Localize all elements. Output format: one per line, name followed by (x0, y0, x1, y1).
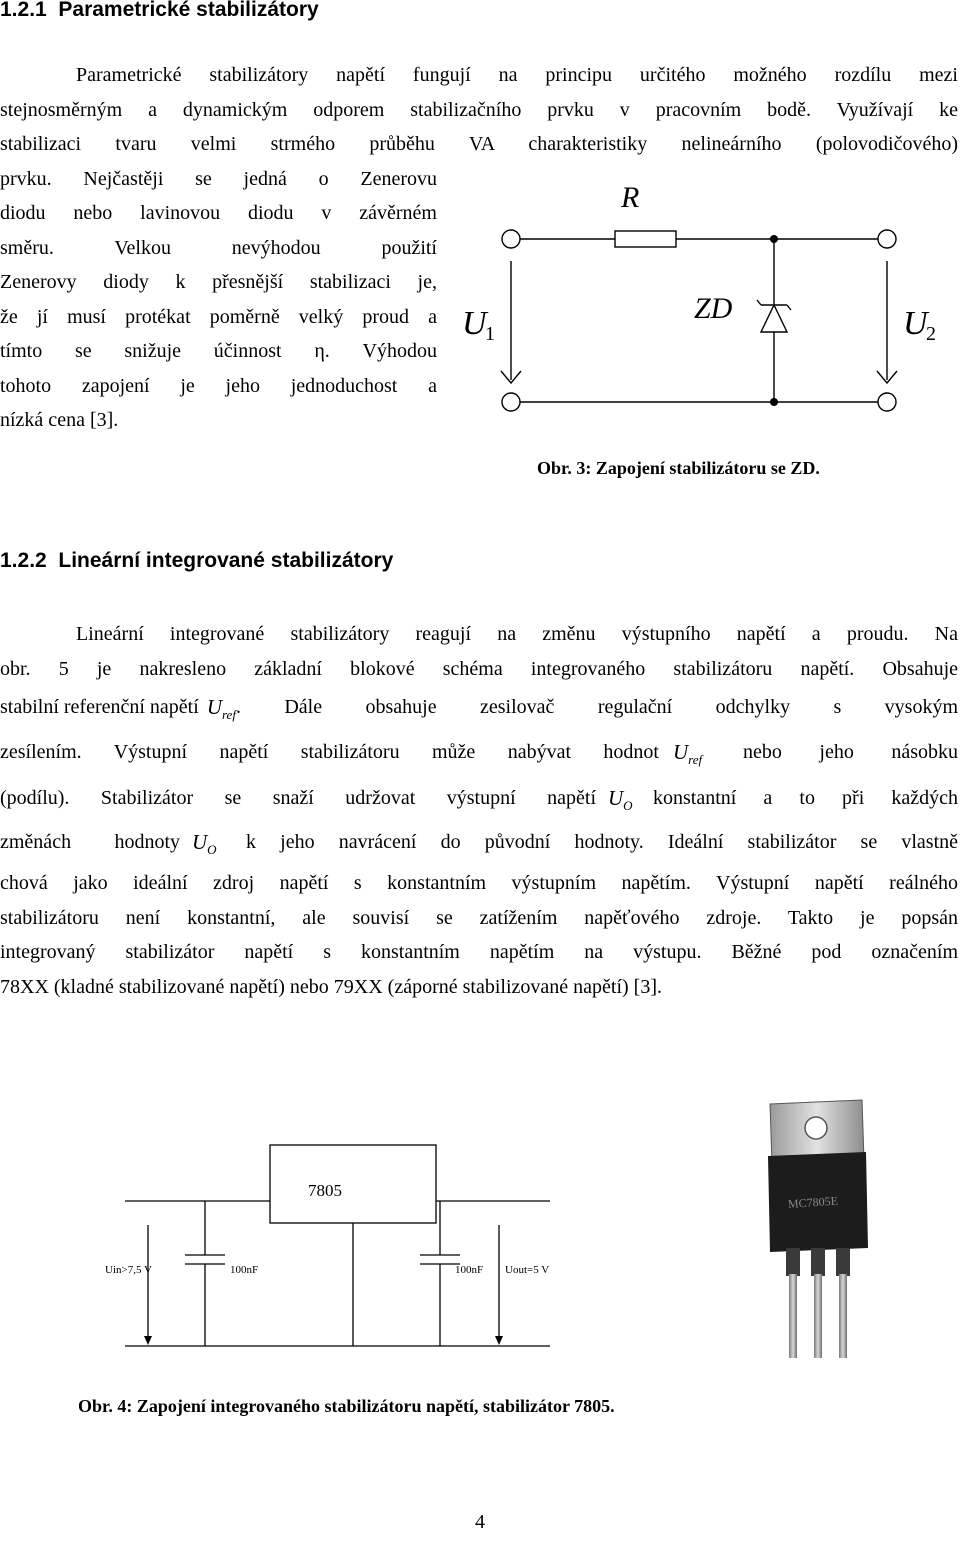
junction-dot (770, 398, 778, 406)
text-line-with-uref: zesílením. Výstupní napětí stabilizátoru může nabývat hodnot $U_{ref}$ nebo jeho násobku (0, 740, 958, 767)
input-voltage-label: Uin>7,5 V (105, 1264, 152, 1276)
output-terminal-top (878, 230, 896, 248)
text-line: tímto se snižuje účinnost η. Výhodou (0, 340, 437, 362)
text-line: stabilizátoru není konstantní, ale souvisí se zatížením napěťového zdroje. Takto je popsán (0, 906, 958, 929)
text-line: 78XX (kladné stabilizované napětí) nebo 79XX (záporné stabilizované napětí) [3]. (0, 975, 662, 998)
section-number: 1.2.2 (0, 549, 47, 572)
output-voltage-label: U (903, 305, 928, 342)
capacitor-c2-label: 100nF (455, 1264, 484, 1276)
text-line: chová jako ideální zdroj napětí s konstantním výstupním napětím. Výstupní napětí reálného (0, 872, 958, 894)
pin-output (839, 1274, 847, 1358)
symbol-ref: ref (688, 752, 703, 767)
section2-paragraph-continued (0, 866, 958, 1004)
capacitor-c1-label: 100nF (230, 1264, 259, 1276)
symbol-o: O (207, 842, 217, 857)
zener-label: ZD (694, 292, 733, 325)
input-voltage-subscript: 1 (485, 323, 495, 345)
text-line: tohoto zapojení je jeho jednoduchost a (0, 374, 437, 397)
text-line: diodu nebo lavinovou diodu v závěrném (0, 202, 437, 224)
input-terminal-top (502, 230, 520, 248)
mounting-hole (805, 1117, 827, 1139)
symbol-ref: ref (221, 707, 236, 722)
junction-dot (770, 235, 778, 243)
resistor-label: R (621, 181, 640, 214)
text-line: že jí musí protékat poměrně velký proud a (0, 305, 437, 328)
output-voltage-label: Uout=5 V (505, 1264, 550, 1276)
symbol-u: U (608, 786, 624, 810)
zener-diode-symbol (757, 300, 791, 332)
capacitor-c1 (185, 1201, 225, 1346)
text-line: Parametrické stabilizátory napětí fungují na principu určitého možného rozdílu mezi (76, 64, 958, 86)
figure3-caption: Obr. 3: Zapojení stabilizátoru se ZD. (537, 458, 820, 478)
text-line: integrovaný stabilizátor napětí s konstantním napětím na výstupu. Běžné pod označením (0, 941, 958, 963)
pin-input (789, 1274, 797, 1358)
package-marking: MC7805E (787, 1193, 839, 1212)
text-line-with-uo: (podílu). Stabilizátor se snaží udržovat výstupní napětí $U_O$ konstantní a to při každých (0, 786, 958, 813)
output-terminal-bottom (878, 393, 896, 411)
input-terminal-bottom (502, 393, 520, 411)
section1-paragraph-full (0, 58, 958, 162)
output-voltage-subscript: 2 (926, 323, 936, 345)
figure4-caption: Obr. 4: Zapojení integrovaného stabilizátoru napětí, stabilizátor 7805. (78, 1396, 615, 1416)
text-line: obr. 5 je nakresleno základní blokové schéma integrovaného stabilizátoru napětí. Obsahuje (0, 657, 958, 680)
section-heading-linear (0, 549, 393, 573)
text-line: stabilizaci tvaru velmi strmého průběhu VA charakteristiky nelineárního (polovodičového) (0, 133, 958, 155)
symbol-u: U (192, 830, 208, 854)
symbol-u: U (206, 695, 222, 719)
text-line: nízká cena [3]. (0, 409, 119, 431)
text-line: Zenerovy diody k přesnější stabilizaci je, (0, 271, 437, 293)
text-line: prvku. Nejčastěji se jedná o Zenerovu (0, 167, 437, 190)
to220-regulator-photo (758, 1098, 878, 1360)
text-line: stejnosměrným a dynamickým odporem stabilizačního prvku v pracovním bodě. Využívají ke (0, 98, 958, 121)
input-voltage-label: U (462, 305, 487, 342)
section1-paragraph-narrow (0, 162, 437, 438)
text-line-with-uref: stabilní referenční napětí $U_{ref}$ . Dále obsahuje zesilovač regulační odchylky s vysokým (0, 695, 958, 722)
page-number: 4 (475, 1511, 485, 1533)
section-heading-parametric (0, 0, 319, 22)
regulator-block (270, 1145, 436, 1223)
section-title: Parametrické stabilizátory (58, 0, 319, 21)
symbol-u: U (673, 740, 689, 764)
text-line: směru. Velkou nevýhodou použití (0, 236, 437, 259)
text-line: Lineární integrované stabilizátory reagují na změnu výstupního napětí a proudu. Na (76, 623, 958, 645)
regulator-7805-schematic (95, 1140, 575, 1355)
pin-ground (814, 1274, 822, 1358)
section-title: Lineární integrované stabilizátory (58, 549, 394, 572)
symbol-o: O (623, 798, 633, 813)
zener-circuit-diagram (460, 175, 940, 425)
section2-paragraph (0, 617, 958, 686)
text-line-with-uo: změnách hodnoty $U_O$ k jeho navrácení do původní hodnoty. Ideální stabilizátor se vlastně (0, 830, 958, 857)
regulator-label: 7805 (308, 1181, 342, 1200)
section-number: 1.2.1 (0, 0, 47, 21)
resistor-symbol (615, 231, 676, 247)
